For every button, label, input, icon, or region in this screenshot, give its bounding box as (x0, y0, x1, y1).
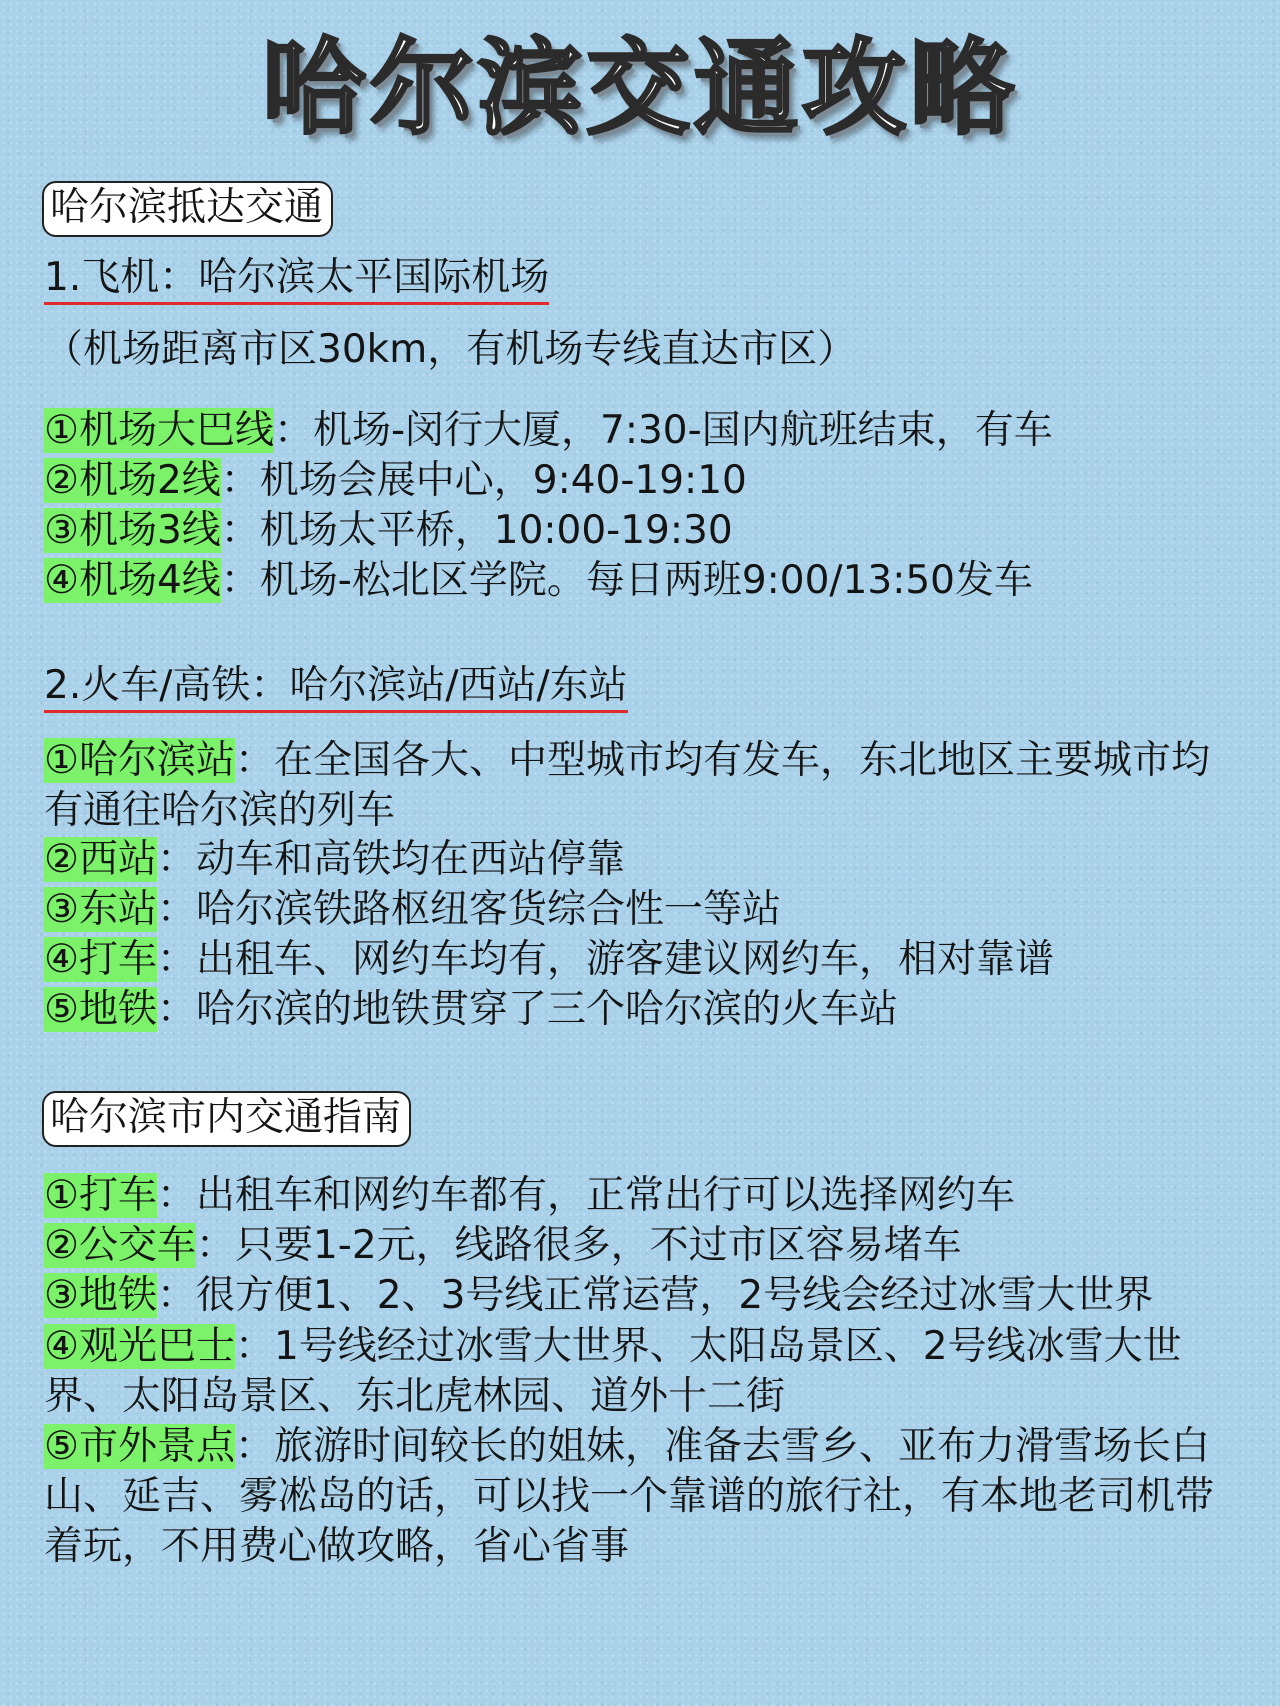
city-item (44, 1272, 1153, 1320)
flight-item-text: ：机场会展中心，9:40-19:10 (220, 458, 747, 503)
city-item-text: ：很方便1、2、3号线正常运营，2号线会经过冰雪大世界 (156, 1273, 1154, 1318)
train-item-text: ：哈尔滨铁路枢纽客货综合性一等站 (156, 887, 781, 932)
flight-item (44, 407, 1053, 455)
train-heading: 2.火车/高铁：哈尔滨站/西站/东站 (44, 662, 628, 713)
city-item-label: ③地铁 (44, 1273, 157, 1318)
train-item-text: ：出租车、网约车均有，游客建议网约车，相对靠谱 (156, 937, 1054, 982)
flight-item (44, 457, 747, 505)
city-item (44, 1172, 1015, 1220)
flight-item-label: ④机场4线 (44, 558, 221, 603)
flight-note: （机场距离市区30km，有机场专线直达市区） (44, 327, 857, 372)
flight-item-text: ：机场-闵行大厦，7:30-国内航班结束，有车 (273, 408, 1053, 453)
flight-item-text: ：机场太平桥，10:00-19:30 (220, 508, 733, 553)
page-title: 哈尔滨交通攻略 (261, 27, 1018, 149)
train-item-text: ：在全国各大、中型城市均有发车，东北地区主要城市均有通往哈尔滨的列车 (44, 738, 1210, 833)
train-item (44, 986, 898, 1034)
city-item-text: ：只要1-2元，线路很多，不过市区容易堵车 (195, 1223, 962, 1268)
flight-item-text: ：机场-松北区学院。每日两班9:00/13:50发车 (220, 558, 1033, 603)
train-item (44, 886, 781, 934)
train-item-label: ①哈尔滨站 (44, 738, 235, 783)
city-item-label: ⑤市外景点 (44, 1424, 235, 1469)
flight-item-label: ②机场2线 (44, 458, 221, 503)
city-item-label: ①打车 (44, 1173, 157, 1218)
flight-item (44, 557, 1033, 605)
section-tag-arrival: 哈尔滨抵达交通 (42, 181, 333, 237)
city-item-label: ②公交车 (44, 1223, 196, 1268)
train-item (44, 836, 625, 884)
train-item-label: ②西站 (44, 837, 157, 882)
city-item-text: ：出租车和网约车都有，正常出行可以选择网约车 (156, 1173, 1015, 1218)
flight-item-label: ①机场大巴线 (44, 408, 274, 453)
train-item-label: ④打车 (44, 937, 157, 982)
flight-item-label: ③机场3线 (44, 508, 221, 553)
flight-item (44, 507, 733, 555)
train-item-label: ③东站 (44, 887, 157, 932)
train-item-text: ：动车和高铁均在西站停靠 (156, 837, 625, 882)
train-item (44, 736, 1240, 836)
city-item-text: ：1号线经过冰雪大世界、太阳岛景区、2号线冰雪大世界、太阳岛景区、东北虎林园、道外十二街 (44, 1324, 1182, 1419)
section-tag-city: 哈尔滨市内交通指南 (42, 1091, 411, 1147)
city-item (44, 1422, 1240, 1572)
train-item-label: ⑤地铁 (44, 987, 157, 1032)
city-item (44, 1222, 962, 1270)
city-item-label: ④观光巴士 (44, 1324, 235, 1369)
train-item-text: ：哈尔滨的地铁贯穿了三个哈尔滨的火车站 (156, 987, 898, 1032)
train-item (44, 936, 1054, 984)
city-item (44, 1322, 1240, 1422)
flight-heading: 1.飞机：哈尔滨太平国际机场 (44, 254, 549, 305)
city-item-text: ：旅游时间较长的姐妹，准备去雪乡、亚布力滑雪场长白山、延吉、雾凇岛的话，可以找一个靠谱的旅行社，有本地老司机带着玩，不用费心做攻略，省心省事 (44, 1424, 1215, 1569)
